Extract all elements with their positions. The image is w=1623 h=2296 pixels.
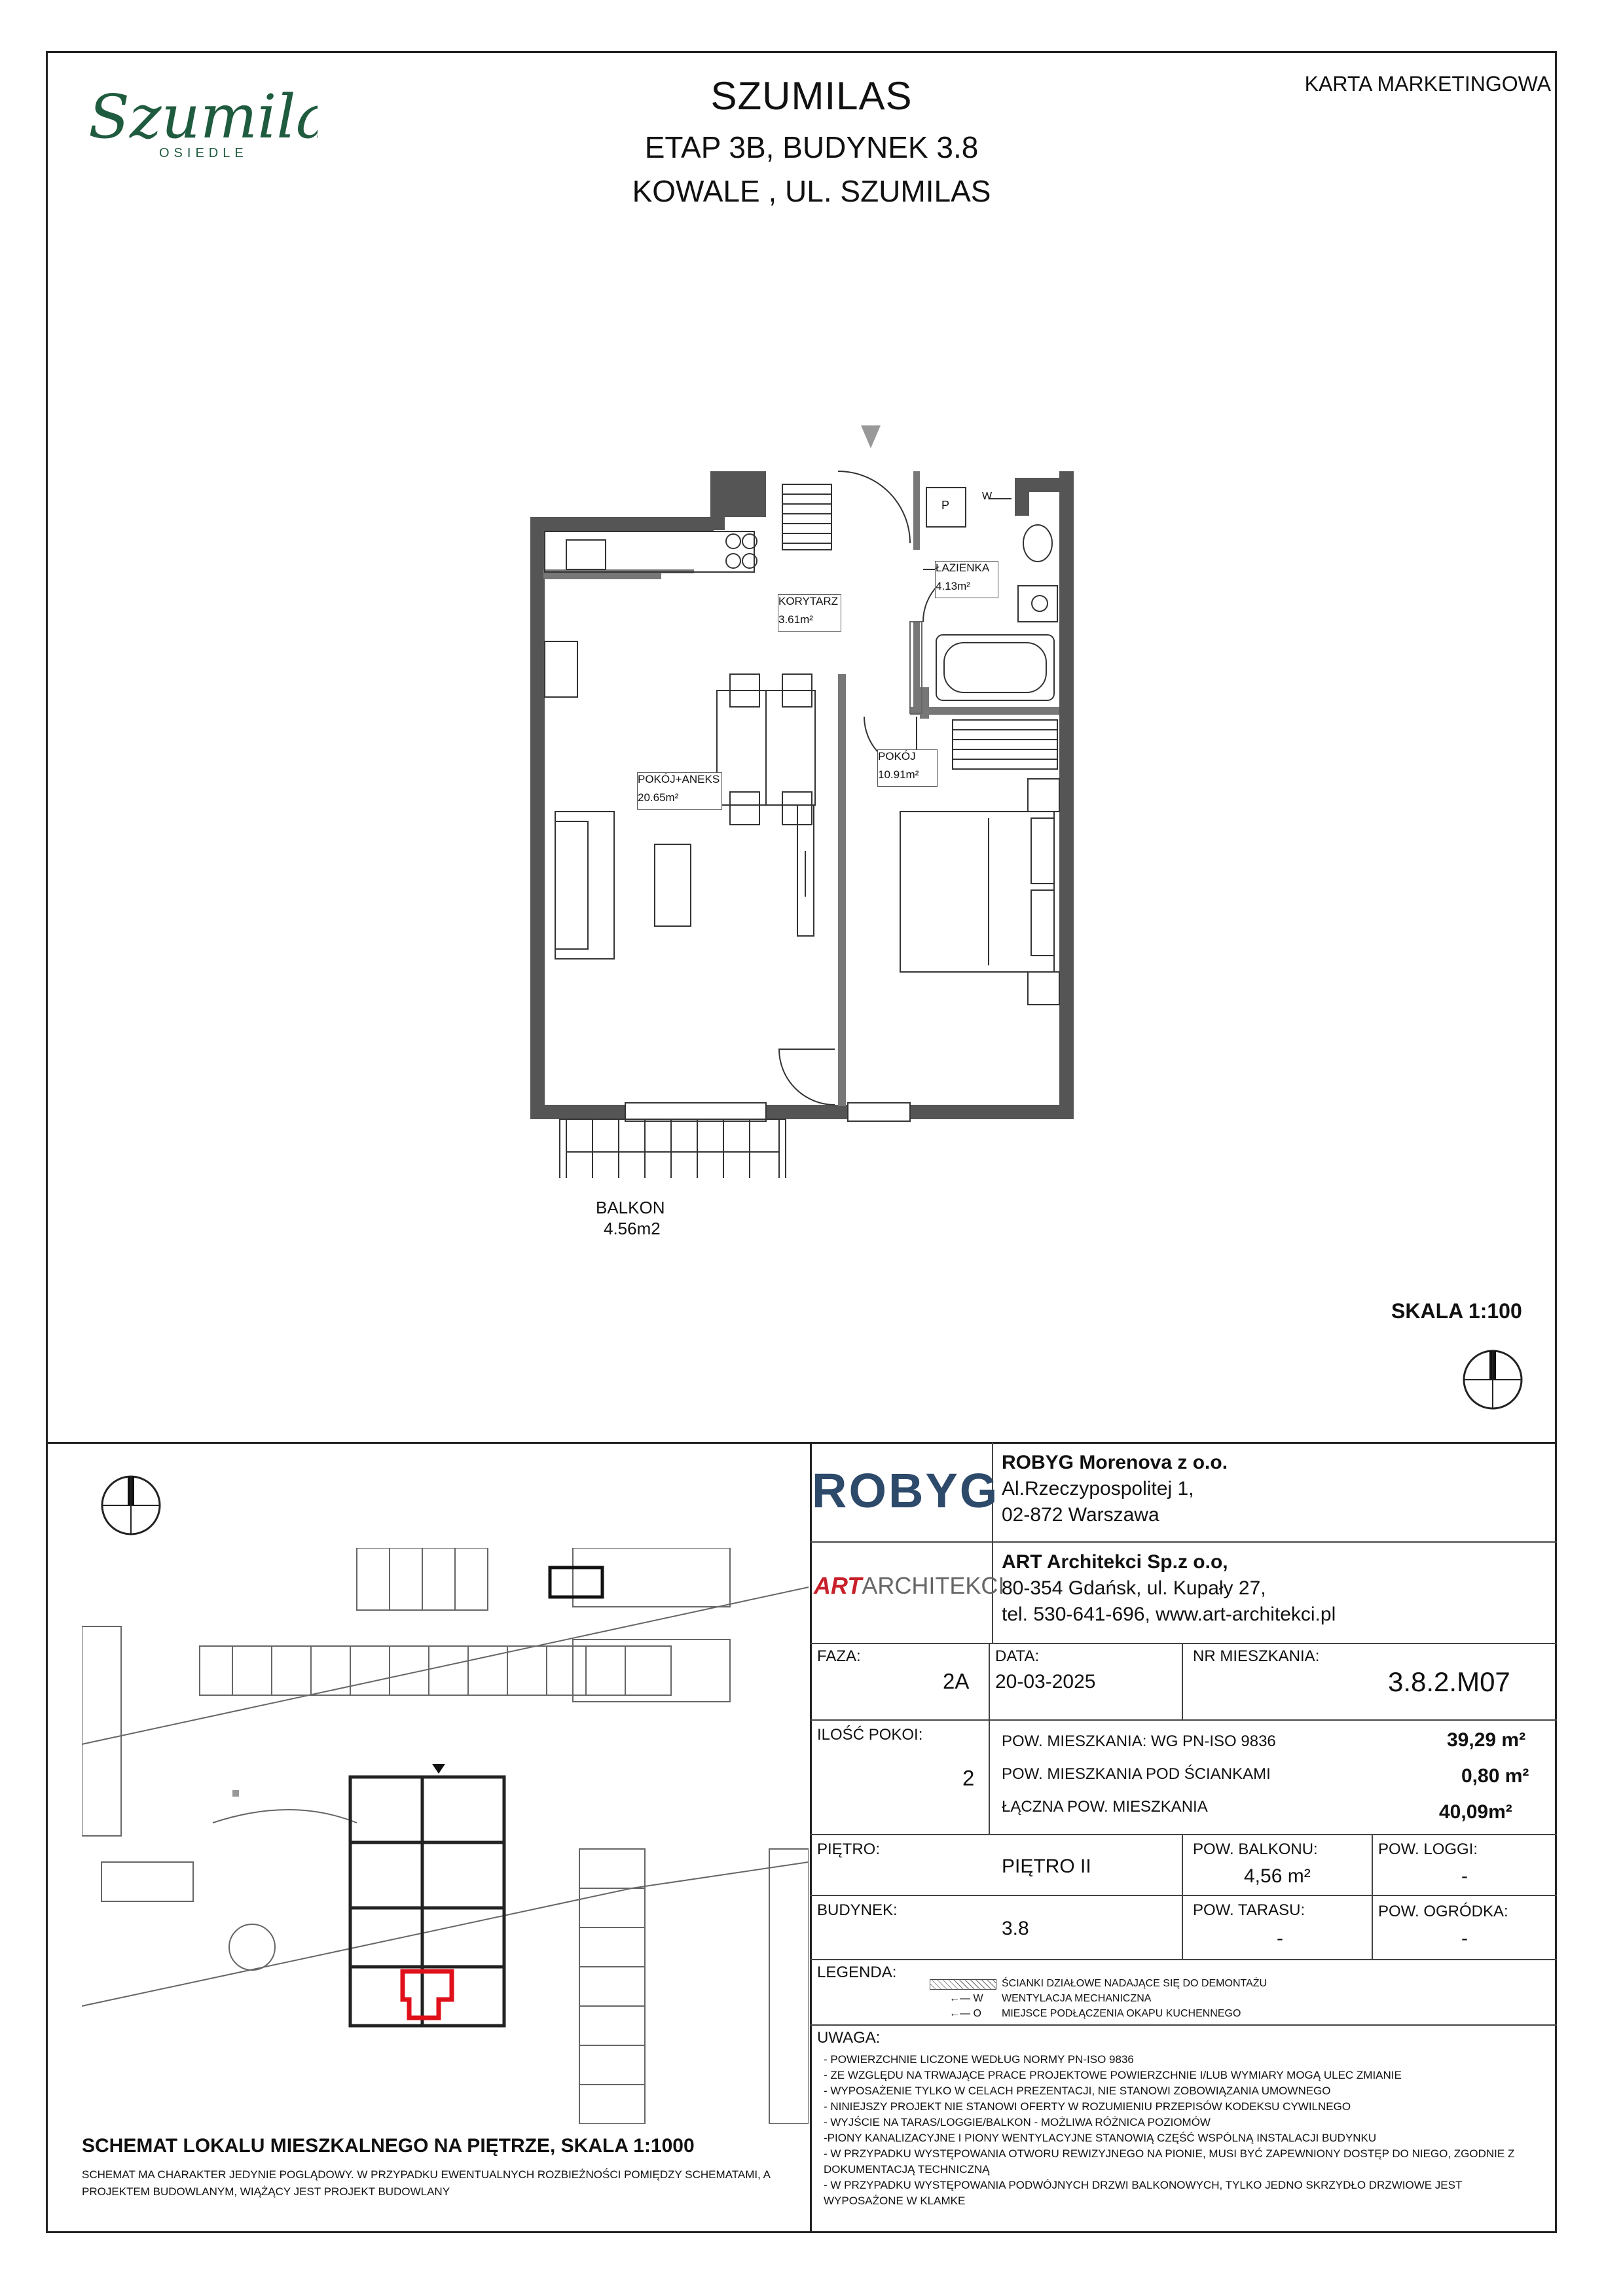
data-value: 20-03-2025 (995, 1671, 1096, 1693)
plan-scale: SKALA 1:100 (1391, 1299, 1522, 1323)
w-label: W (982, 491, 993, 502)
nr-label: NR MIESZKANIA: (1193, 1647, 1320, 1665)
loggia-label: POW. LOGGI: (1378, 1840, 1478, 1858)
pow-total-label: ŁĄCZNA POW. MIESZKANIA (1002, 1798, 1208, 1816)
legend-symbol-o: ←— O (949, 2008, 981, 2019)
note-item: - W PRZYPADKU WYSTĘPOWANIA PODWÓJNYCH DRZWI BALKONOWYCH, TYLKO JEDNO SKRZYDŁO DRZWIOWE JEST WYPOSAŻONE W KLAMKE (824, 2179, 1463, 2207)
note-item: - ZE WZGLĘDU NA TRWAJĄCE PRACE PROJEKTOWE POWIERZCHNIE I/LUB WYMIARY MOGĄ ULEC ZMIANIE (824, 2069, 1402, 2081)
note-item: - POWIERZCHNIE LICZONE WEDŁUG NORMY PN-ISO 9836 (824, 2053, 1134, 2066)
investor-name: ROBYG Morenova z o.o. (1002, 1452, 1228, 1473)
data-label: DATA: (995, 1647, 1040, 1665)
taras-label: POW. TARASU: (1193, 1901, 1305, 1919)
floor-plan (530, 425, 1080, 1238)
architect-contact: tel. 530-641-696, www.art-architekci.pl (1002, 1604, 1336, 1625)
faza-value: 2A (943, 1669, 970, 1693)
investor-address1: Al.Rzeczypospolitej 1, (1002, 1478, 1194, 1499)
taras-value: - (1277, 1928, 1283, 1949)
apartment-location-marker (403, 1971, 452, 2018)
nr-value: 3.8.2.M07 (1388, 1666, 1510, 1697)
pokoje-value: 2 (962, 1766, 975, 1790)
balcony-name: BALKON (596, 1198, 665, 1217)
legend-symbol-w: ←— W (949, 1993, 983, 2004)
schema-note: SCHEMAT MA CHARAKTER JEDYNIE POGLĄDOWY. W PRZYPADKU EWENTUALNYCH ROZBIEŻNOŚCI POMIĘDZY SCHEMATAMI, A PROJEKTEM BUDOWLANYM, WIĄŻĄCY JEST PROJEKT BUDOWLANY (82, 2168, 771, 2198)
document-type: KARTA MARKETINGOWA (1304, 72, 1551, 96)
legend-item-2: WENTYLACJA MECHANICZNA (1002, 1993, 1152, 2004)
schema-north-arrow-icon (98, 1473, 164, 1541)
note-item: - NINIEJSZY PROJEKT NIE STANOWI OFERTY W ROZUMIENIU PRZEPISÓW KODEKSU CYWILNEGO (824, 2100, 1351, 2113)
ogrodek-label: POW. OGRÓDKA: (1378, 1903, 1508, 1920)
project-title: SZUMILAS (710, 74, 913, 118)
room-label-pokoj-aneks: POKÓJ+ANEKS 20.65m² (637, 772, 722, 810)
p-label: P (941, 499, 950, 512)
room-label-korytarz: KORYTARZ 3.61m² (778, 594, 841, 632)
art-logo: ARTARCHITEKCI (814, 1572, 1005, 1599)
entrance-arrow-icon (861, 425, 881, 448)
balkon-label: POW. BALKONU: (1193, 1840, 1318, 1858)
logo-sub: OSIEDLE (159, 146, 248, 160)
architect-address: 80-354 Gdańsk, ul. Kupały 27, (1002, 1577, 1266, 1599)
notes-list (824, 2052, 1544, 2209)
logo-script: Szumil (88, 82, 296, 152)
ogrodek-value: - (1461, 1928, 1468, 1949)
legend-item-1: ŚCIANKI DZIAŁOWE NADAJĄCE SIĘ DO DEMONTAŻU (1002, 1978, 1267, 1989)
balcony-area: 4.56m2 (604, 1219, 661, 1238)
loggia-value: - (1461, 1865, 1468, 1887)
notes-label: UWAGA: (817, 2029, 881, 2047)
balkon-value: 4,56 m² (1244, 1865, 1311, 1887)
budynek-label: BUDYNEK: (817, 1901, 898, 1919)
pietro-label: PIĘTRO: (817, 1840, 881, 1858)
investor-address2: 02-872 Warszawa (1002, 1504, 1159, 1526)
pietro-value: PIĘTRO II (1002, 1856, 1091, 1877)
note-item: - WYPOSAŻENIE TYLKO W CELACH PREZENTACJI, NIE STANOWI ZOBOWIĄZANIA UMOWNEGO (824, 2085, 1331, 2097)
schema-title: SCHEMAT LOKALU MIESZKALNEGO NA PIĘTRZE, SKALA 1:1000 (82, 2135, 695, 2157)
pow-total-value: 40,09m² (1439, 1801, 1512, 1823)
project-address: KOWALE , UL. SZUMILAS (632, 174, 991, 208)
site-schema-map (82, 1548, 809, 2124)
architect-name: ART Architekci Sp.z o.o, (1002, 1551, 1228, 1573)
pow-value: 39,29 m² (1447, 1729, 1526, 1751)
pow-sc-label: POW. MIESZKANIA POD ŚCIANKAMI (1002, 1765, 1271, 1783)
room-label-lazienka: ŁAZIENKA 4.13m² (935, 561, 998, 598)
note-item: - WYJŚCIE NA TARAS/LOGGIE/BALKON - MOŻLIWA RÓŻNICA POZIOMÓW (824, 2116, 1211, 2128)
robyg-logo: ROBYG (812, 1463, 1000, 1518)
pow-label: POW. MIESZKANIA: WG PN-ISO 9836 (1002, 1732, 1276, 1750)
budynek-value: 3.8 (1002, 1918, 1029, 1939)
room-label-pokoj: POKÓJ 10.91m² (877, 749, 938, 787)
note-item: - W PRZYPADKU WYSTĘPOWANIA OTWORU REWIZYJNEGO NA PIONIE, MUSI BYĆ ZAPEWNIONY DOSTĘP DO NIEGO, ZGODNIE Z DOKUMENTACJĄ TECHNICZNĄ (824, 2147, 1515, 2176)
north-arrow-icon (1460, 1347, 1525, 1416)
legend-label: LEGENDA: (817, 1964, 897, 1981)
faza-label: FAZA: (817, 1647, 861, 1665)
legend-hatch-icon (930, 1979, 996, 1990)
pow-sc-value: 0,80 m² (1461, 1765, 1529, 1787)
note-item: -PIONY KANALIZACYJNE I PIONY WENTYLACYJNE STANOWIĄ CZĘŚĆ WSPÓLNĄ INSTALACJI BUDYNKU (824, 2132, 1377, 2144)
legend-item-3: MIEJSCE PODŁĄCZENIA OKAPU KUCHENNEGO (1002, 2008, 1241, 2019)
project-stage: ETAP 3B, BUDYNEK 3.8 (644, 130, 979, 164)
pokoje-label: ILOŚĆ POKOI: (817, 1726, 923, 1744)
